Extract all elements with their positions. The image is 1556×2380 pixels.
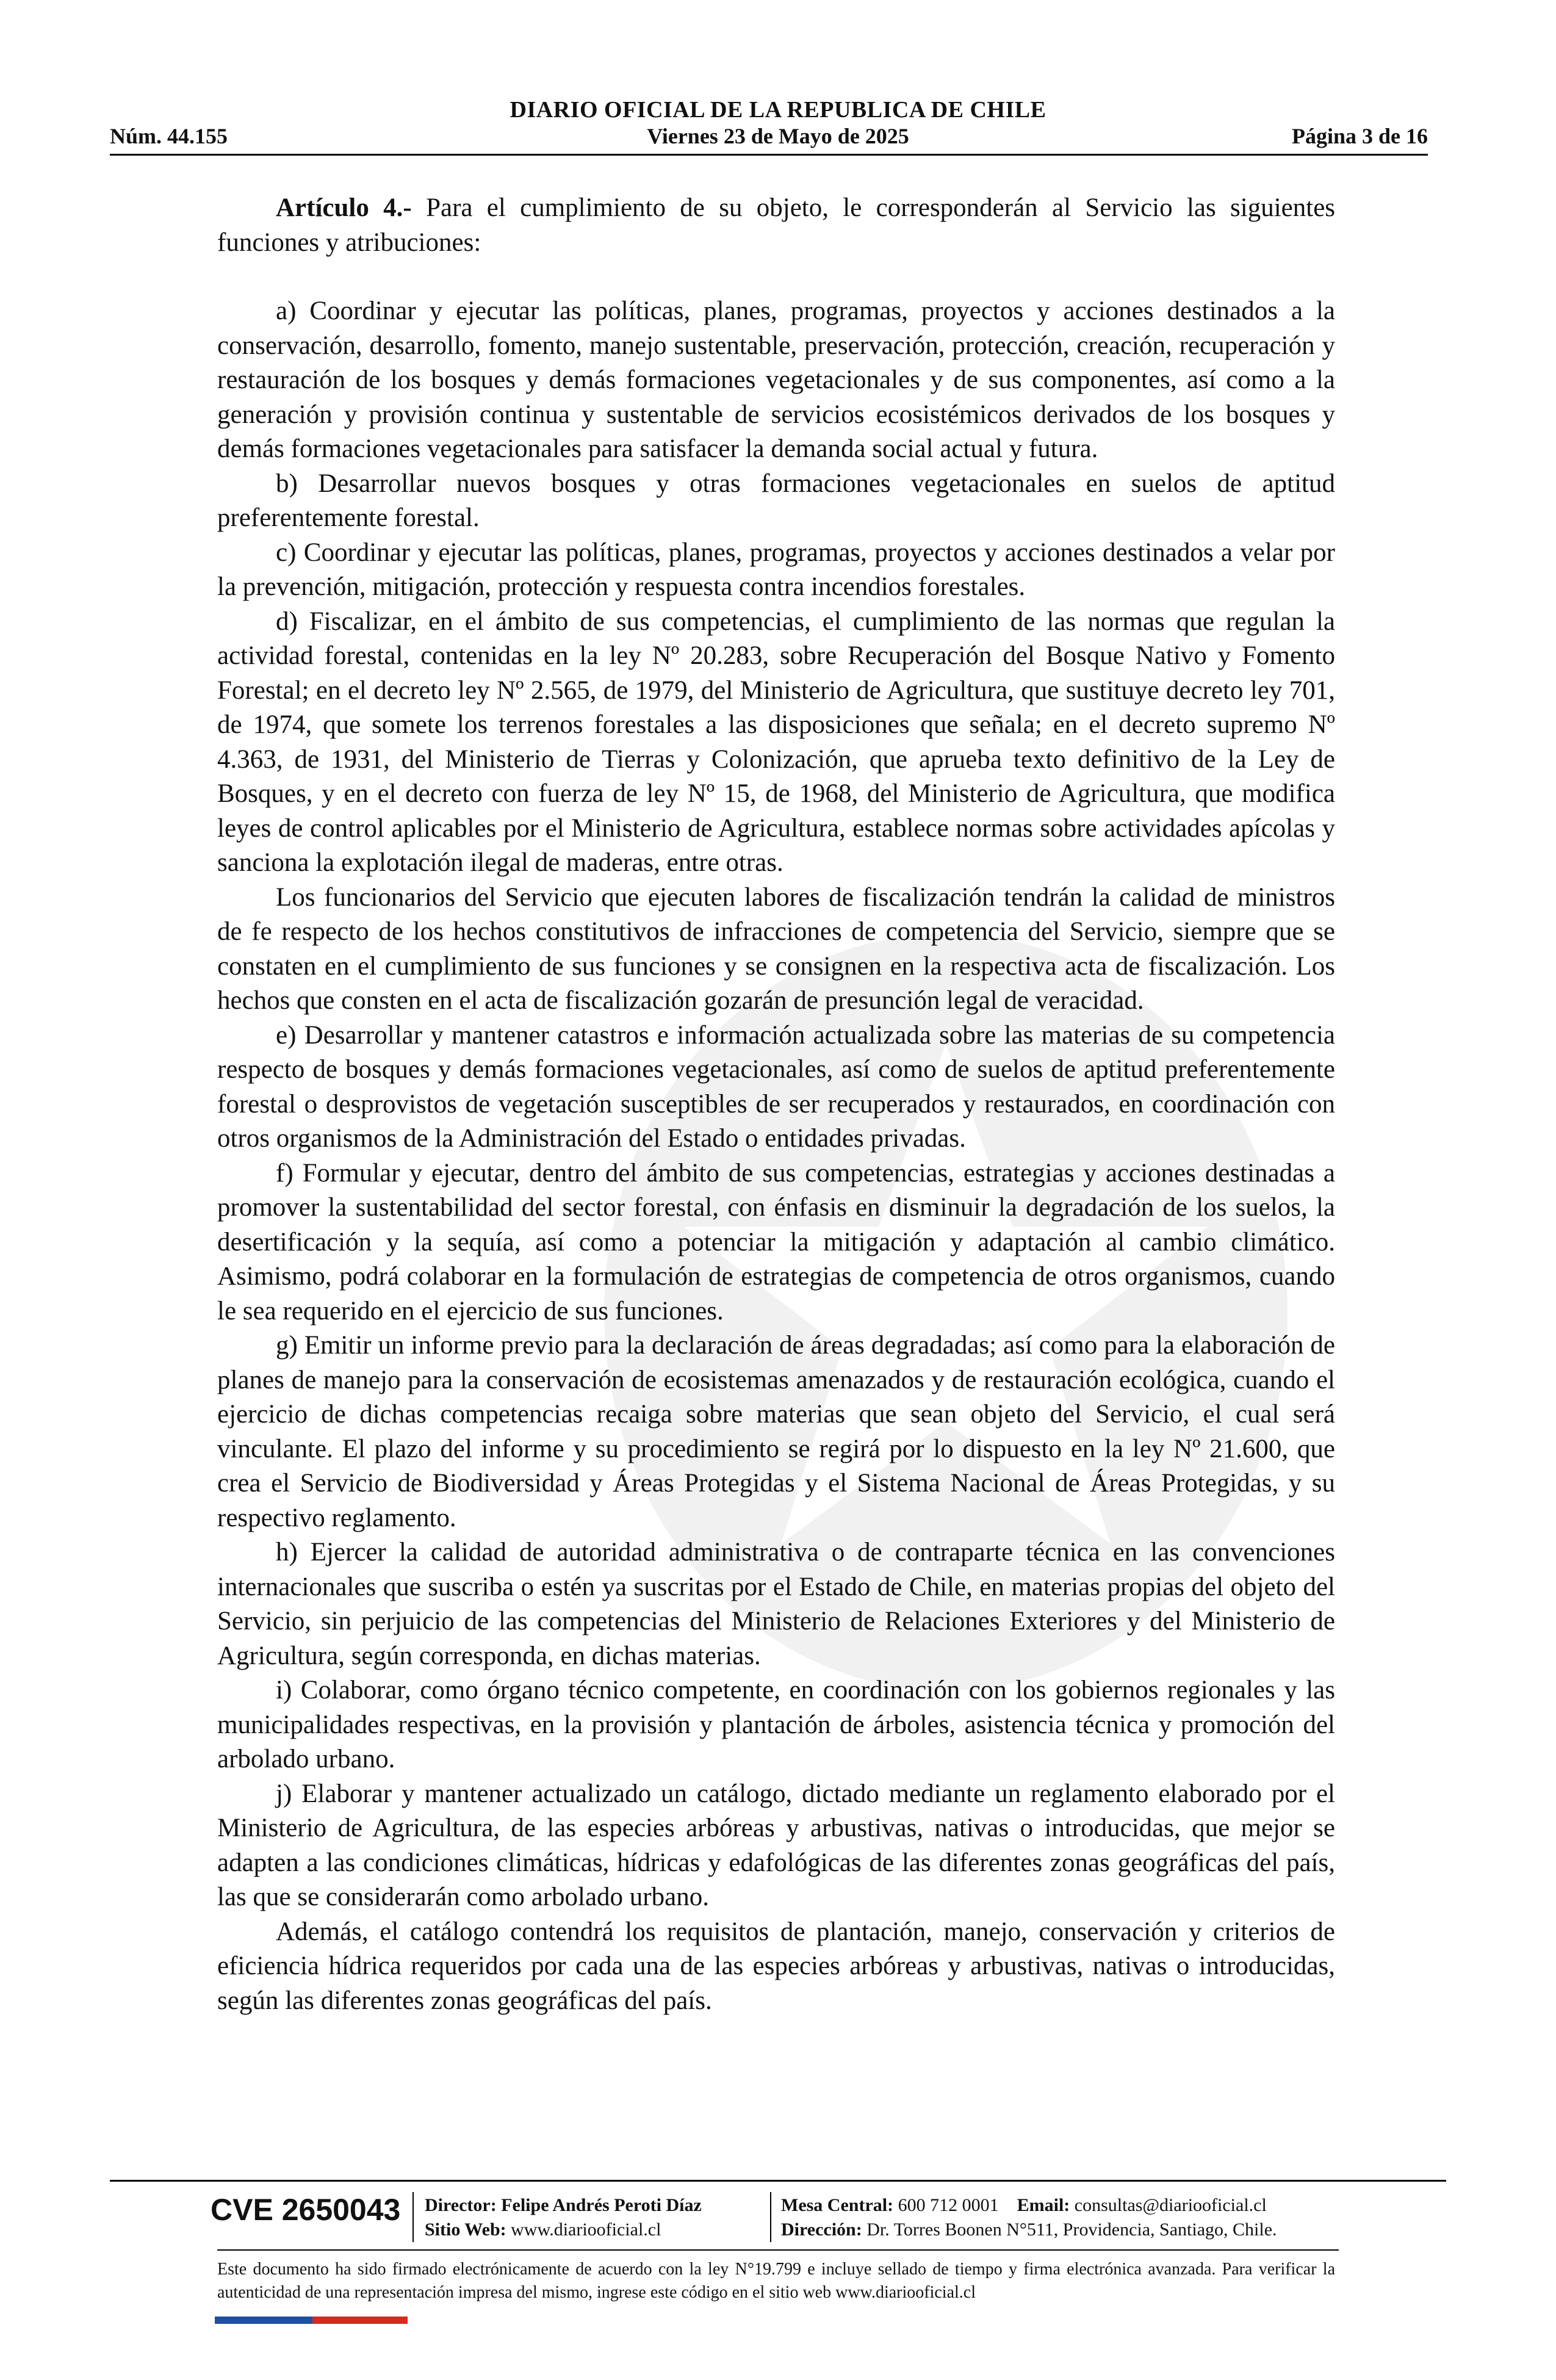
address-label: Dirección: [781,2220,862,2240]
email-link[interactable]: consultas@diariooficial.cl [1074,2195,1267,2215]
header-divider [110,154,1428,156]
paragraph-i: i) Colaborar, como órgano técnico competente, en coordinación con los gobiernos regionales y las municipalidades respectivas, en la provisión y plantación de árboles, asistencia técnica y promoción del arbolado urbano. [217,1676,1335,1773]
cve-code: CVE 2650043 [211,2193,401,2227]
paragraph-d: d) Fiscalizar, en el ámbito de sus competencias, el cumplimiento de las normas que regulan la actividad forestal, contenidas en la ley Nº 20.283, sobre Recuperación del Bosque Nativo y Fomento Forestal; en el decreto ley Nº 2.565, de 1979, del Ministerio de Agricultura, que sustituye decreto ley 701, de 1974, que somete los terrenos forestales a las disposiciones que señala; en el decreto supremo Nº 4.363, de 1931, del Ministerio de Tierras y Colonización, que aprueba texto definitivo de la Ley de Bosques, y en el decreto con fuerza de ley Nº 15, de 1968, del Ministerio de Agricultura, que modifica leyes de control aplicables por el Ministerio de Agricultura, establece normas sobre actividades apícolas y sanciona la explotación ilegal de maderas, entre otras. [217,607,1335,877]
flag-bar-blue [215,2317,312,2324]
director-label: Director: [425,2195,497,2215]
footer-director-block [425,2193,702,2242]
issue-date: Viernes 23 de Mayo de 2025 [647,124,909,148]
phone-value: 600 712 0001 [898,2195,999,2215]
issue-number: Núm. 44.155 [110,124,228,148]
paragraph-e: e) Desarrollar y mantener catastros e información actualizada sobre las materias de su competencia respecto de bosques y demás formaciones vegetacionales, así como de suelos de aptitud preferentemente forestal o desprovistos de vegetación susceptibles de ser recuperados y restaurados, en coordinación con otros organismos de la Administración del Estado o entidades privadas. [217,1020,1335,1153]
phone-label: Mesa Central: [781,2195,894,2215]
paragraph-d-officials: Los funcionarios del Servicio que ejecuten labores de fiscalización tendrán la calidad de ministros de fe respecto de los hechos constitutivos de infracciones de competencia del Servicio, siempre que se constaten en el cumplimiento de sus funciones y se consignen en la respectiva acta de fiscalización. Los hechos que consten en el acta de fiscalización gozarán de presunción legal de veracidad. [217,882,1335,1015]
legal-notice: Este documento ha sido firmado electrónicamente de acuerdo con la ley N°19.799 e incluye sellado de tiempo y firma electrónica avanzada. Para verificar la autenticidad de una representación impresa del mismo, ingrese este código en el sitio web www.diariooficial.cl [217,2260,1335,2302]
footer-separator [770,2192,771,2242]
paragraph-h: h) Ejercer la calidad de autoridad administrativa o de contraparte técnica en las convenciones internacionales que suscriba o estén ya suscritas por el Estado de Chile, en materias propias del objeto del Servicio, sin perjuicio de las competencias del Ministerio de Relaciones Exteriores y del Ministerio de Agricultura, según corresponda, en dichas materias. [217,1538,1335,1670]
paragraph-a: a) Coordinar y ejecutar las políticas, planes, programas, proyectos y acciones destinados a la conservación, desarrollo, fomento, manejo sustentable, preservación, protección, creación, recuperación y restauración de los bosques y demás formaciones vegetacionales y de sus componentes, así como a la generación y provisión continua y sustentable de servicios ecosistémicos derivados de los bosques y demás formaciones vegetacionales para satisfacer la demanda social actual y futura. [217,297,1335,463]
article-intro-text: Para el cumplimiento de su objeto, le corresponderán al Servicio las siguientes funciones y atribuciones: [217,193,1336,257]
flag-bar-red [312,2317,408,2324]
email-label: Email: [1017,2195,1070,2215]
legal-divider [217,2249,1339,2251]
paragraph-b: b) Desarrollar nuevos bosques y otras formaciones vegetacionales en suelos de aptitud preferentemente forestal. [217,469,1335,532]
page-number: Página 3 de 16 [1291,124,1428,148]
footer-divider [110,2180,1446,2182]
director-name: Felipe Andrés Peroti Díaz [501,2195,702,2215]
paragraph-j-catalog: Además, el catálogo contendrá los requisitos de plantación, manejo, conservación y criterios de eficiencia hídrica requeridos por cada una de las especies arbóreas y arbustivas, nativas o introducidas, según las diferentes zonas geográficas del país. [217,1917,1335,2015]
web-label: Sitio Web: [425,2220,506,2240]
newspaper-title: DIARIO OFICIAL DE LA REPUBLICA DE CHILE [510,97,1046,123]
paragraph-j: j) Elaborar y mantener actualizado un catálogo, dictado mediante un reglamento elaborado por el Ministerio de Agricultura, de las especies arbóreas y arbustivas, nativas o introducidas, que mejor se adapten a las condiciones climáticas, hídricas y edafológicas de las diferentes zonas geográficas del país, las que se considerarán como arbolado urbano. [217,1779,1335,1911]
article-heading: Artículo 4.- [276,193,412,222]
paragraph-g: g) Emitir un informe previo para la declaración de áreas degradadas; así como para la elaboración de planes de manejo para la conservación de ecosistemas amenazados y de restauración ecológica, cuando el ejercicio de dichas competencias recaiga sobre materias que sean objeto del Servicio, el cual será vinculante. El plazo del informe y su procedimiento se regirá por lo dispuesto en la ley Nº 21.600, que crea el Servicio de Biodiversidad y Áreas Protegidas y el Sistema Nacional de Áreas Protegidas, y su respectivo reglamento. [217,1331,1335,1532]
article-body [217,191,1335,2018]
article-intro [217,191,1335,260]
footer-contact-block [781,2193,1277,2242]
paragraph-c: c) Coordinar y ejecutar las políticas, planes, programas, proyectos y acciones destinados a velar por la prevención, mitigación, protección y respuesta contra incendios forestales. [217,538,1335,601]
paragraph-f: f) Formular y ejecutar, dentro del ámbito de sus competencias, estrategias y acciones destinadas a promover la sustentabilidad del sector forestal, con énfasis en disminuir la degradación de los suelos, la desertificación y la sequía, así como a potenciar la mitigación y adaptación al cambio climático. Asimismo, podrá colaborar en la formulación de estrategias de competencia de otros organismos, cuando le sea requerido en el ejercicio de sus funciones. [217,1158,1335,1325]
web-link[interactable]: www.diariooficial.cl [511,2220,661,2240]
footer-separator [412,2192,414,2242]
address-value: Dr. Torres Boonen N°511, Providencia, Santiago, Chile. [866,2220,1277,2240]
